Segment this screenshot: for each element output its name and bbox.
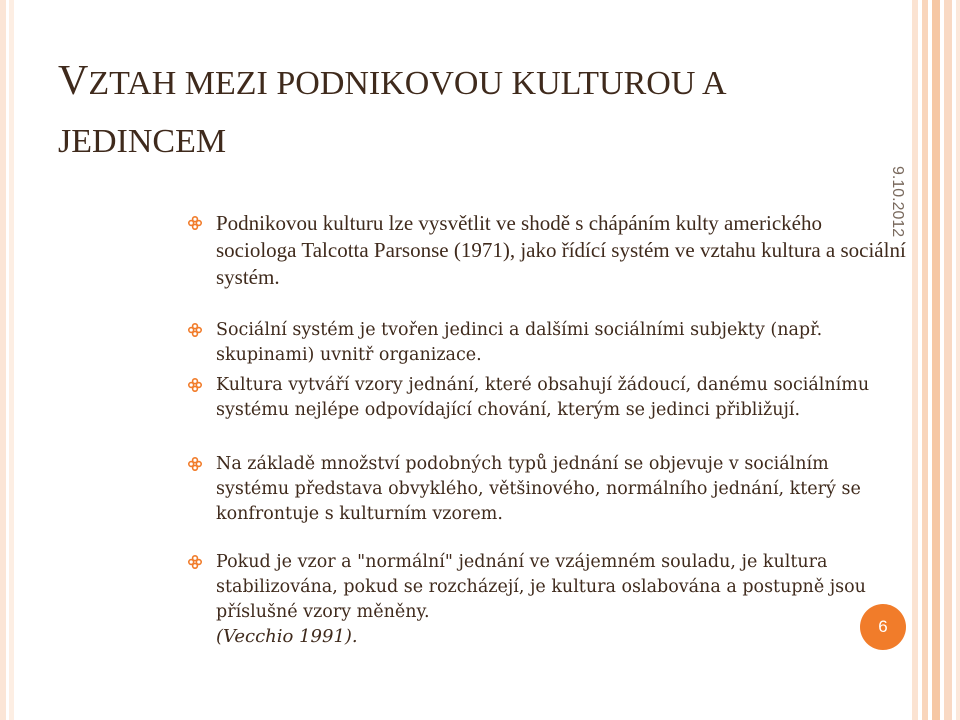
bullet-item-1: Podnikovou kulturu lze vysvětlit ve shodě s chápáním kulty amerického sociologa Talcotta Parsonse (1971), jako řídící systém ve vztahu kultura a sociální systém. bbox=[216, 211, 906, 289]
citation: (Vecchio 1991). bbox=[216, 626, 358, 647]
page-number-badge bbox=[860, 604, 906, 650]
bullet-item-5: Pokud je vzor a "normální" jednání ve vzájemném souladu, je kultura stabilizována, pokud se rozcházejí, je kultura oslabována a postupně jsou příslušné vzory měněny. bbox=[216, 552, 866, 622]
bullet-item-4: Na základě množství podobných typů jednání se objevuje v sociálním systému představa obvyklého, většinového, normálního jednání, který se konfrontuje s kulturním vzorem. bbox=[216, 454, 861, 524]
flower-bullet-icon bbox=[188, 216, 202, 230]
flower-bullet-icon bbox=[188, 457, 202, 471]
slide-date: 9.10.2012 bbox=[889, 166, 906, 238]
flower-bullet-icon bbox=[188, 378, 202, 392]
flower-bullet-icon bbox=[188, 323, 202, 337]
page-number: 6 bbox=[878, 617, 888, 636]
bullet-item-2: Sociální systém je tvořen jedinci a dalšími sociálními subjekty (např. skupinami) uvnitř organizace. bbox=[216, 320, 823, 365]
slide-title-line-2: JEDINCEM bbox=[58, 123, 227, 160]
flower-bullet-icon bbox=[188, 555, 202, 569]
bullet-item-3: Kultura vytváří vzory jednání, které obsahují žádoucí, danému sociálnímu systému nejlépe odpovídající chování, kterým se jedinci přibližují. bbox=[216, 375, 870, 420]
slide-title-line-1: VZTAH MEZI PODNIKOVOU KULTUROU A bbox=[58, 58, 727, 104]
